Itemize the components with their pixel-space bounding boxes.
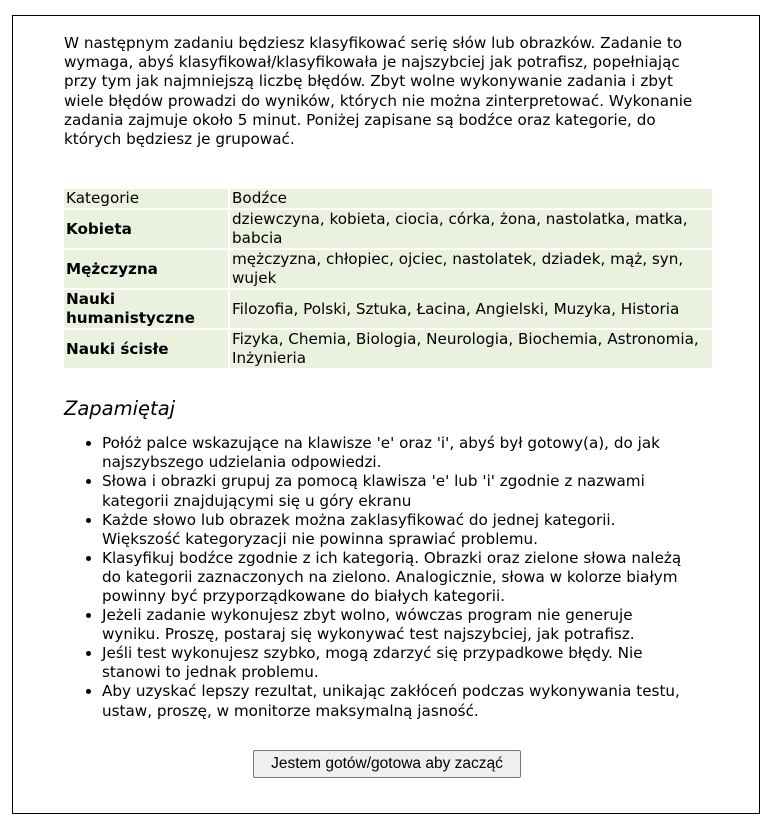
category-cell: Mężczyzna (64, 250, 230, 288)
list-item: • Klasyfikuj bodźce zgodnie z ich kategorią. Obrazki oraz zielone słowa należą do kategorii zaznaczonych na zielono. Analogicznie, słowa w kolorze białym powinny być przyporządkowane do białych kategorii. (102, 549, 712, 606)
start-button[interactable]: Jestem gotów/gotowa aby zacząć (253, 750, 521, 778)
table-row (64, 290, 712, 328)
category-cell: Nauki ścisłe (64, 330, 230, 368)
list-item: • Aby uzyskać lepszy rezultat, unikając zakłóceń podczas wykonywania testu, ustaw, proszę, w monitorze maksymalną jasność. (102, 682, 712, 720)
table-row (64, 330, 712, 368)
list-item: • Jeżeli zadanie wykonujesz zbyt wolno, wówczas program nie generuje wyniku. Proszę, postaraj się wykonywać test najszybciej, jak potrafisz. (102, 606, 712, 644)
category-table (64, 187, 712, 370)
stimuli-cell: Filozofia, Polski, Sztuka, Łacina, Angielski, Muzyka, Historia (230, 290, 712, 328)
table-row (64, 250, 712, 288)
list-item: • Jeśli test wykonujesz szybko, mogą zdarzyć się przypadkowe błędy. Nie stanowi to jednak problemu. (102, 644, 712, 682)
stimuli-cell: dziewczyna, kobieta, ciocia, córka, żona, nastolatka, matka, babcia (230, 210, 712, 248)
category-cell: Kobieta (64, 210, 230, 248)
list-item: • Połóż palce wskazujące na klawisze 'e' oraz 'i', abyś był gotowy(a), do jak najszybszego udzielania odpowiedzi. (102, 434, 712, 472)
list-item: • Słowa i obrazki grupuj za pomocą klawisza 'e' lub 'i' zgodnie z nazwami kategorii znajdującymi się u góry ekranu (102, 472, 712, 510)
remember-heading: Zapamiętaj (64, 397, 176, 421)
stimuli-cell: Fizyka, Chemia, Biologia, Neurologia, Biochemia, Astronomia, Inżynieria (230, 330, 712, 368)
category-cell: Nauki humanistyczne (64, 290, 230, 328)
stimuli-cell: mężczyzna, chłopiec, ojciec, nastolatek, dziadek, mąż, syn, wujek (230, 250, 712, 288)
table-header-row (64, 189, 712, 208)
header-stimuli: Bodźce (230, 189, 712, 208)
intro-paragraph: W następnym zadaniu będziesz klasyfikować serię słów lub obrazków. Zadanie to wymaga, abyś klasyfikował/klasyfikowała je najszybciej jak potrafisz, popełniając przy tym jak najmniejszą liczbę błędów. Zbyt wolne wykonywanie zadania i zbyt wiele błędów prowadzi do wyników, których nie można zinterpretować. Wykonanie zadania zajmuje około 5 minut. Poniżej zapisane są bodźce oraz kategorie, do których będziesz je grupować. (64, 34, 693, 149)
table-row (64, 210, 712, 248)
rules-list (64, 434, 712, 720)
list-item: • Każde słowo lub obrazek można zaklasyfikować do jednej kategorii. Większość kategoryzacji nie powinna sprawiać problemu. (102, 511, 712, 549)
instructions-content (64, 34, 712, 721)
header-category: Kategorie (64, 189, 230, 208)
